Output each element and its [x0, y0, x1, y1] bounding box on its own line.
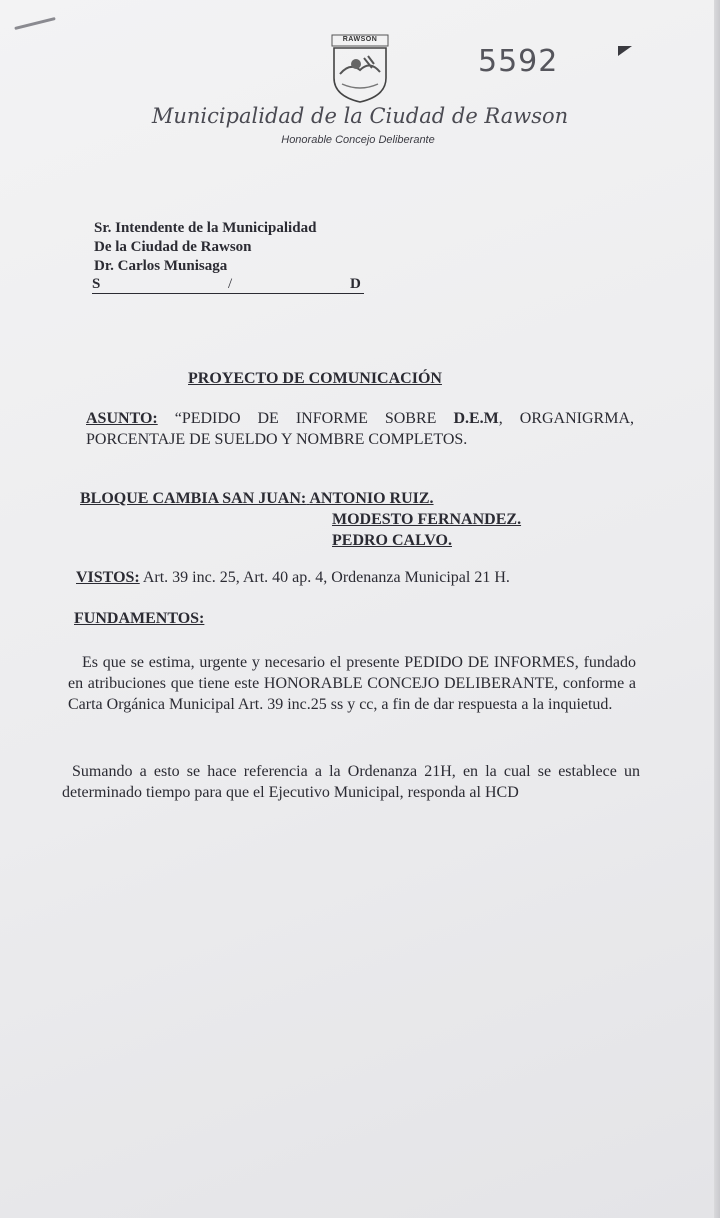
asunto-bold: D.E.M [453, 410, 499, 427]
asunto-text-before: “PEDIDO DE INFORME SOBRE [157, 410, 454, 427]
fundamentos-paragraph-2: Sumando a esto se hace referencia a la Ordenanza 21H, en la cual se establece un determinado tiempo para que el Ejecutivo Municipal, responda al HCD [62, 763, 640, 801]
bloque-member: PEDRO CALVO. [332, 532, 452, 549]
addressee-line: De la Ciudad de Rawson [94, 239, 252, 255]
vistos-label: VISTOS: [76, 569, 140, 586]
bloque-label: BLOQUE CAMBIA SAN JUAN: [80, 490, 307, 507]
pen-mark [14, 17, 55, 30]
bloque-member: ANTONIO RUIZ. [309, 490, 434, 507]
bloque-member: MODESTO FERNANDEZ. [332, 511, 522, 528]
stamp-mark-icon [618, 46, 632, 56]
sd-s: S [92, 276, 101, 292]
fundamentos-heading: FUNDAMENTOS: [74, 610, 205, 627]
letterhead-title: Municipalidad de la Ciudad de Rawson [151, 104, 569, 128]
addressee-block [94, 219, 316, 276]
sd-d: D [350, 276, 361, 292]
sd-line [92, 276, 364, 294]
letterhead-subtitle: Honorable Concejo Deliberante [281, 134, 435, 146]
addressee-line: Dr. Carlos Munisaga [94, 258, 228, 274]
page-edge [714, 0, 720, 1218]
crest-banner: RAWSON [342, 36, 378, 43]
addressee-line: Sr. Intendente de la Municipalidad [94, 220, 317, 236]
vistos-line [76, 569, 510, 587]
stamp-number: 5592 [478, 44, 559, 79]
bloque-section [80, 488, 522, 549]
asunto-text-after: , ORGANIGRMA, PORCENTAJE DE SUELDO Y NOMBRE COMPLETOS. [86, 410, 634, 448]
fundamentos-paragraph-1: Es que se estima, urgente y necesario el presente PEDIDO DE INFORMES, fundado en atribuciones que tiene este HONORABLE CONCEJO DELIBERANTE, conforme a Carta Orgánica Municipal Art. 39 inc.25 ss y cc, a fin de dar respuesta a la inquietud. [68, 654, 636, 713]
sd-slash: / [228, 276, 233, 292]
asunto-paragraph [86, 408, 634, 450]
asunto-label: ASUNTO: [86, 410, 158, 427]
vistos-text: Art. 39 inc. 25, Art. 40 ap. 4, Ordenanza Municipal 21 H. [139, 569, 510, 586]
document-type: PROYECTO DE COMUNICACIÓN [188, 370, 442, 387]
municipal-crest [328, 34, 392, 104]
